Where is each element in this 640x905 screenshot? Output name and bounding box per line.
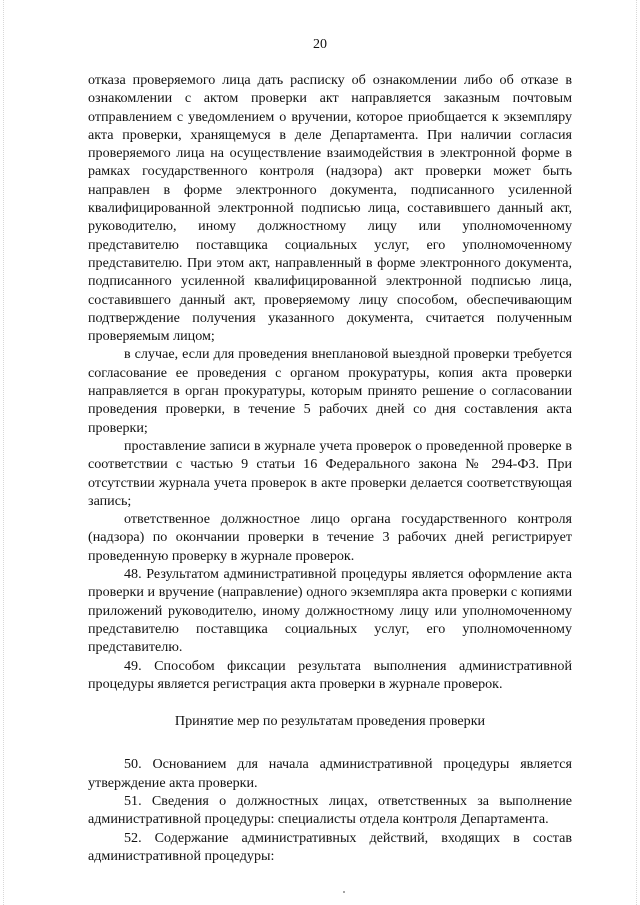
paragraph-52: 52. Содержание административных действий, входящих в состав административной процедуры: (88, 829, 572, 864)
document-body (88, 71, 572, 865)
page-number: 20 (313, 37, 327, 52)
paragraph-prosecutor-notice: в случае, если для проведения внеплановой выездной проверки требуется согласование ее проведения с органом прокуратуры, копия акта проверки направляется в орган прокуратуры, которым принято решение о согласовании проведения проверки, в течение 5 рабочих дней со дня составления акта проверки; (88, 346, 572, 436)
paragraph-50: 50. Основанием для начала административной процедуры является утверждение акта проверки. (88, 756, 572, 791)
paragraph-continuation: отказа проверяемого лица дать расписку об ознакомлении либо об отказе в ознакомлении с актом проверки акт направляется заказным почтовым отправлением с уведомлением о вручении, которое приобщается к экземпляру акта проверки, хранящемуся в деле Департамента. При наличии согласия проверяемого лица на осуществление взаимодействия в электронной форме в рамках государственного контроля (надзора) акт проверки может быть направлен в форме электронного документа, подписанного усиленной квалифицированной электронной подписью лица, составившего данный акт, руководителю, иному должностному лицу или уполномоченному представителю поставщика социальных услуг, его уполномоченному представителю. При этом акт, направленный в форме электронного документа, подписанного усиленной квалифицированной электронной подписью лица, составившего данный акт, проверяемому лицу способом, обеспечивающим подтверждение получения указанного документа, считается полученным проверяемым лицом; (88, 72, 572, 345)
scan-dot (343, 891, 345, 893)
paragraph-49: 49. Способом фиксации результата выполнения административной процедуры является регистрация акта проверки в журнале проверок. (88, 657, 572, 692)
scan-edge-right (636, 0, 638, 905)
paragraph-51: 51. Сведения о должностных лицах, ответственных за выполнение административной процедуры: специалисты отдела контроля Департамента. (88, 792, 572, 828)
section-heading: Принятие мер по результатам проведения проверки (174, 713, 486, 730)
scan-edge-left (3, 0, 5, 905)
paragraph-journal-entry: проставление записи в журнале учета проверок о проведенной проверке в соответствии с частью 9 статьи 16 Федерального закона № 294-ФЗ. При отсутствии журнала учета проверок в акте проверки делается соответствующая запись; (88, 437, 572, 509)
paragraph-registration: ответственное должностное лицо органа государственного контроля (надзора) по окончании проверки в течение 3 рабочих дней регистрирует проведенную проверку в журнале проверок. (88, 511, 572, 564)
paragraph-48: 48. Результатом административной процедуры является оформление акта проверки и вручение (направление) одного экземпляра акта проверки с копиями приложений руководителю, иному должностному лицу или уполномоченному представителю поставщика социальных услуг, его уполномоченному представителю. (88, 566, 572, 656)
